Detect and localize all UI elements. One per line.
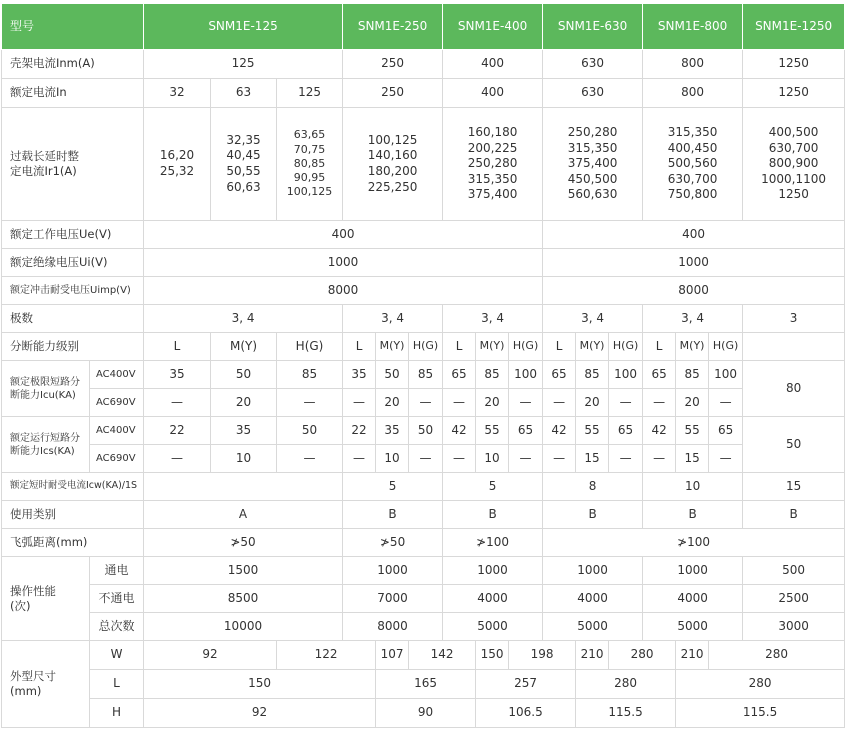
cell: 50	[409, 417, 443, 445]
row-label: 额定极限短路分 断能力Icu(KA)	[2, 361, 90, 417]
row-arc-distance	[2, 529, 845, 557]
cell: 22	[343, 417, 376, 445]
cell: 32,35 40,45 50,55 60,63	[211, 108, 277, 221]
cell: 400	[443, 79, 543, 108]
cell: 8000	[144, 277, 543, 305]
row-poles	[2, 305, 845, 333]
cell: L	[643, 333, 676, 361]
cell: 7000	[343, 585, 443, 613]
sub-label: AC400V	[90, 361, 144, 389]
cell: L	[543, 333, 576, 361]
cell: 100	[609, 361, 643, 389]
cell: 55	[476, 417, 509, 445]
cell: —	[509, 445, 543, 473]
cell: 5000	[543, 613, 643, 641]
cell: 3, 4	[543, 305, 643, 333]
cell: 3, 4	[643, 305, 743, 333]
cell: 1000	[144, 249, 543, 277]
row-rated-current	[2, 79, 845, 108]
cell: —	[609, 389, 643, 417]
cell: 210	[576, 641, 609, 670]
sub-label: AC690V	[90, 389, 144, 417]
cell: H(G)	[277, 333, 343, 361]
row-label: 操作性能 (次)	[2, 557, 90, 641]
cell: —	[443, 389, 476, 417]
sub-label: 通电	[90, 557, 144, 585]
header-model: SNM1E-800	[643, 4, 743, 50]
cell: 100	[509, 361, 543, 389]
cell: 150	[144, 670, 376, 699]
sub-label: AC400V	[90, 417, 144, 445]
cell: H(G)	[609, 333, 643, 361]
row-label: 壳架电流Inm(A)	[2, 50, 144, 79]
cell: 20	[476, 389, 509, 417]
cell	[144, 473, 343, 501]
spec-table	[1, 3, 845, 728]
row-label: 额定工作电压Ue(V)	[2, 221, 144, 249]
cell: L	[343, 333, 376, 361]
cell: 42	[643, 417, 676, 445]
cell: 85	[476, 361, 509, 389]
row-overload-setting	[2, 108, 845, 221]
cell: L	[144, 333, 211, 361]
cell: 280	[576, 670, 676, 699]
cell: 10	[476, 445, 509, 473]
cell: 63,65 70,75 80,85 90,95 100,125	[277, 108, 343, 221]
cell: 20	[676, 389, 709, 417]
cell: 280	[709, 641, 845, 670]
cell: ≯100	[543, 529, 845, 557]
header-model: SNM1E-1250	[743, 4, 845, 50]
cell: 85	[676, 361, 709, 389]
cell: —	[509, 389, 543, 417]
cell: 35	[343, 361, 376, 389]
cell: 50	[277, 417, 343, 445]
cell: —	[409, 389, 443, 417]
cell: M(Y)	[211, 333, 277, 361]
cell: 15	[576, 445, 609, 473]
cell: 150	[476, 641, 509, 670]
cell: 125	[277, 79, 343, 108]
cell: 32	[144, 79, 211, 108]
cell: —	[144, 389, 211, 417]
row-label: 使用类别	[2, 501, 144, 529]
sub-label: H	[90, 699, 144, 728]
row-label: 额定短时耐受电流Icw(KA)/1S	[2, 473, 144, 501]
header-label: 型号	[2, 4, 144, 50]
cell: 85	[576, 361, 609, 389]
cell: 65	[643, 361, 676, 389]
cell: 65	[543, 361, 576, 389]
cell: 5000	[443, 613, 543, 641]
cell: 400	[443, 50, 543, 79]
cell: 280	[609, 641, 676, 670]
sub-label: 总次数	[90, 613, 144, 641]
cell: 8000	[343, 613, 443, 641]
cell: M(Y)	[476, 333, 509, 361]
row-operation-total	[2, 613, 845, 641]
cell: 280	[676, 670, 845, 699]
cell: A	[144, 501, 343, 529]
sub-label: 不通电	[90, 585, 144, 613]
cell: —	[409, 445, 443, 473]
cell: 400,500 630,700 800,900 1000,1100 1250	[743, 108, 845, 221]
cell: —	[543, 389, 576, 417]
row-label: 额定绝缘电压Ui(V)	[2, 249, 144, 277]
cell: 1000	[443, 557, 543, 585]
cell: 5000	[643, 613, 743, 641]
cell: 115.5	[576, 699, 676, 728]
cell: —	[277, 389, 343, 417]
cell: 42	[443, 417, 476, 445]
cell: 2500	[743, 585, 845, 613]
cell: 210	[676, 641, 709, 670]
cell: B	[343, 501, 443, 529]
cell: —	[709, 389, 743, 417]
cell: 50	[211, 361, 277, 389]
header-row	[2, 4, 845, 50]
row-frame-current	[2, 50, 845, 79]
sub-label: L	[90, 670, 144, 699]
cell: 107	[376, 641, 409, 670]
cell: 250,280 315,350 375,400 450,500 560,630	[543, 108, 643, 221]
cell: 85	[277, 361, 343, 389]
cell: —	[343, 389, 376, 417]
row-operation-energized	[2, 557, 845, 585]
cell: 50	[376, 361, 409, 389]
cell: M(Y)	[576, 333, 609, 361]
cell: 15	[676, 445, 709, 473]
cell: 10	[376, 445, 409, 473]
cell: 8500	[144, 585, 343, 613]
cell: 250	[343, 79, 443, 108]
row-icw	[2, 473, 845, 501]
cell: 10000	[144, 613, 343, 641]
header-model: SNM1E-400	[443, 4, 543, 50]
row-label: 飞弧距离(mm)	[2, 529, 144, 557]
sub-label: W	[90, 641, 144, 670]
cell: 3000	[743, 613, 845, 641]
cell: 20	[211, 389, 277, 417]
row-label: 分断能力级别	[2, 333, 144, 361]
cell: 160,180 200,225 250,280 315,350 375,400	[443, 108, 543, 221]
cell: 142	[409, 641, 476, 670]
header-model: SNM1E-250	[343, 4, 443, 50]
cell: 50	[743, 417, 845, 473]
cell: 106.5	[476, 699, 576, 728]
cell: 630	[543, 79, 643, 108]
cell: 800	[643, 79, 743, 108]
row-ics-ac690	[2, 445, 845, 473]
cell	[743, 333, 845, 361]
cell: 63	[211, 79, 277, 108]
cell: 92	[144, 699, 376, 728]
cell: 125	[144, 50, 343, 79]
cell: 20	[376, 389, 409, 417]
cell: 85	[409, 361, 443, 389]
cell: 100	[709, 361, 743, 389]
cell: ≯50	[144, 529, 343, 557]
cell: 1250	[743, 50, 845, 79]
cell: 4000	[543, 585, 643, 613]
cell: 35	[211, 417, 277, 445]
cell: 122	[277, 641, 376, 670]
cell: 3, 4	[343, 305, 443, 333]
cell: —	[543, 445, 576, 473]
header-model: SNM1E-630	[543, 4, 643, 50]
cell: 10	[211, 445, 277, 473]
cell: 65	[609, 417, 643, 445]
cell: 8	[543, 473, 643, 501]
cell: 115.5	[676, 699, 845, 728]
cell: 35	[376, 417, 409, 445]
cell: H(G)	[409, 333, 443, 361]
cell: 1000	[643, 557, 743, 585]
row-category	[2, 501, 845, 529]
cell: 1250	[743, 79, 845, 108]
cell: 20	[576, 389, 609, 417]
cell: 4000	[443, 585, 543, 613]
cell: 35	[144, 361, 211, 389]
cell: 1500	[144, 557, 343, 585]
row-ue	[2, 221, 845, 249]
row-ui	[2, 249, 845, 277]
cell: 257	[476, 670, 576, 699]
cell: 8000	[543, 277, 845, 305]
cell: 500	[743, 557, 845, 585]
cell: H(G)	[509, 333, 543, 361]
cell: 315,350 400,450 500,560 630,700 750,800	[643, 108, 743, 221]
cell: ≯100	[443, 529, 543, 557]
row-dimensions-w	[2, 641, 845, 670]
cell: B	[543, 501, 643, 529]
row-label: 过载长延时整 定电流Ir1(A)	[2, 108, 144, 221]
cell: —	[144, 445, 211, 473]
cell: 5	[443, 473, 543, 501]
cell: 165	[376, 670, 476, 699]
row-uimp	[2, 277, 845, 305]
cell: 400	[144, 221, 543, 249]
row-label: 额定冲击耐受电压Uimp(V)	[2, 277, 144, 305]
row-icu-ac690	[2, 389, 845, 417]
row-label: 外型尺寸 (mm)	[2, 641, 90, 728]
cell: —	[343, 445, 376, 473]
cell: —	[643, 445, 676, 473]
cell: 22	[144, 417, 211, 445]
cell: 4000	[643, 585, 743, 613]
row-dimensions-h	[2, 699, 845, 728]
cell: 15	[743, 473, 845, 501]
cell: —	[643, 389, 676, 417]
cell: M(Y)	[376, 333, 409, 361]
cell: 65	[709, 417, 743, 445]
cell: 92	[144, 641, 277, 670]
sub-label: AC690V	[90, 445, 144, 473]
cell: —	[609, 445, 643, 473]
row-label: 额定电流In	[2, 79, 144, 108]
cell: ≯50	[343, 529, 443, 557]
row-operation-deenergized	[2, 585, 845, 613]
cell: 630	[543, 50, 643, 79]
cell: 400	[543, 221, 845, 249]
cell: B	[443, 501, 543, 529]
cell: 198	[509, 641, 576, 670]
cell: 55	[576, 417, 609, 445]
cell: 10	[643, 473, 743, 501]
row-dimensions-l	[2, 670, 845, 699]
cell: 5	[343, 473, 443, 501]
cell: 250	[343, 50, 443, 79]
cell: H(G)	[709, 333, 743, 361]
cell: 1000	[543, 249, 845, 277]
row-label: 极数	[2, 305, 144, 333]
row-ics-ac400	[2, 417, 845, 445]
row-icu-ac400	[2, 361, 845, 389]
cell: 3, 4	[144, 305, 343, 333]
cell: 1000	[343, 557, 443, 585]
cell: 90	[376, 699, 476, 728]
cell: 3	[743, 305, 845, 333]
cell: 16,20 25,32	[144, 108, 211, 221]
row-breaking-level	[2, 333, 845, 361]
cell: 100,125 140,160 180,200 225,250	[343, 108, 443, 221]
cell: 65	[443, 361, 476, 389]
cell: 55	[676, 417, 709, 445]
cell: 65	[509, 417, 543, 445]
cell: 42	[543, 417, 576, 445]
header-model: SNM1E-125	[144, 4, 343, 50]
cell: 3, 4	[443, 305, 543, 333]
cell: 800	[643, 50, 743, 79]
cell: M(Y)	[676, 333, 709, 361]
cell: 80	[743, 361, 845, 417]
cell: L	[443, 333, 476, 361]
cell: —	[443, 445, 476, 473]
cell: B	[643, 501, 743, 529]
cell: —	[277, 445, 343, 473]
cell: 1000	[543, 557, 643, 585]
cell: —	[709, 445, 743, 473]
row-label: 额定运行短路分 断能力Ics(KA)	[2, 417, 90, 473]
cell: B	[743, 501, 845, 529]
